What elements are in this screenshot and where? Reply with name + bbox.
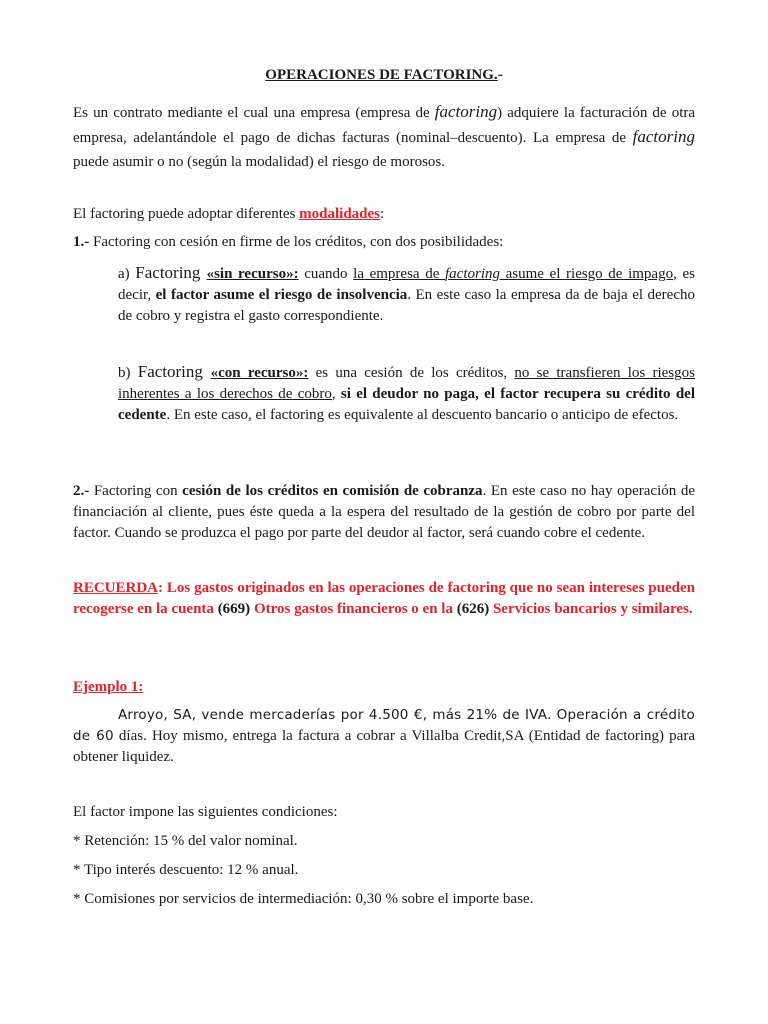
option-a-paragraph: a) Factoring «sin recurso»: cuando la empresa de factoring asume el riesgo de impago, es decir, el factor asume el riesgo de insolvencia. En este caso la empresa da de baja el derecho de cobro y registra el gasto correspondiente. bbox=[118, 263, 695, 324]
option-b-paragraph: b) Factoring «con recurso»: es una cesión de los créditos, no se transfieren los riesgos inherentes a los derechos de cobro, si el deudor no paga, el factor recupera su crédito del cedente. En este caso, el factoring es equivalente al descuento bancario o anticipo de efectos. bbox=[118, 362, 696, 423]
example-paragraph: Arroyo, SA, vende mercaderías por 4.500 €, más 21% de IVA. Operación a crédito de 60 días. Hoy mismo, entrega la factura a cobrar a Villalba Credit,SA (Entidad de factoring) para obtener liquidez. bbox=[73, 707, 695, 765]
condition-item: * Comisiones por servicios de intermediación: 0,30 % sobre el importe base. bbox=[73, 891, 534, 907]
recuerda-note: RECUERDA: Los gastos originados en las operaciones de factoring que no sean intereses pueden recogerse en la cuenta (669) Otros gastos financieros o en la (626) Servicios bancarios y similares. bbox=[73, 580, 695, 617]
modalidades-line: El factoring puede adoptar diferentes modalidades: bbox=[73, 206, 385, 222]
modalidades-keyword: modalidades bbox=[299, 206, 381, 222]
condition-item: * Tipo interés descuento: 12 % anual. bbox=[73, 862, 299, 878]
example-heading: Ejemplo 1: bbox=[73, 679, 144, 695]
conditions-lead: El factor impone las siguientes condiciones: bbox=[73, 804, 338, 820]
point-2-paragraph: 2.- Factoring con cesión de los créditos en comisión de cobranza. En este caso no hay operación de financiación al cliente, pues éste queda a la espera del resultado de la gestión de cobro por parte del factor. Cuando se produzca el pago por parte del deudor al factor, será cuando cobre el cedente. bbox=[73, 483, 695, 541]
intro-paragraph: Es un contrato mediante el cual una empresa (empresa de factoring) adquiere la facturación de otra empresa, adelantándole el pago de dichas facturas (nominal–descuento). La empresa de factoring puede asumir o no (según la modalidad) el riesgo de morosos. bbox=[73, 102, 696, 170]
page-title: OPERACIONES DE FACTORING.- bbox=[265, 67, 503, 83]
condition-item: * Retención: 15 % del valor nominal. bbox=[73, 833, 298, 849]
point-1: 1.- Factoring con cesión en firme de los créditos, con dos posibilidades: bbox=[73, 234, 504, 250]
